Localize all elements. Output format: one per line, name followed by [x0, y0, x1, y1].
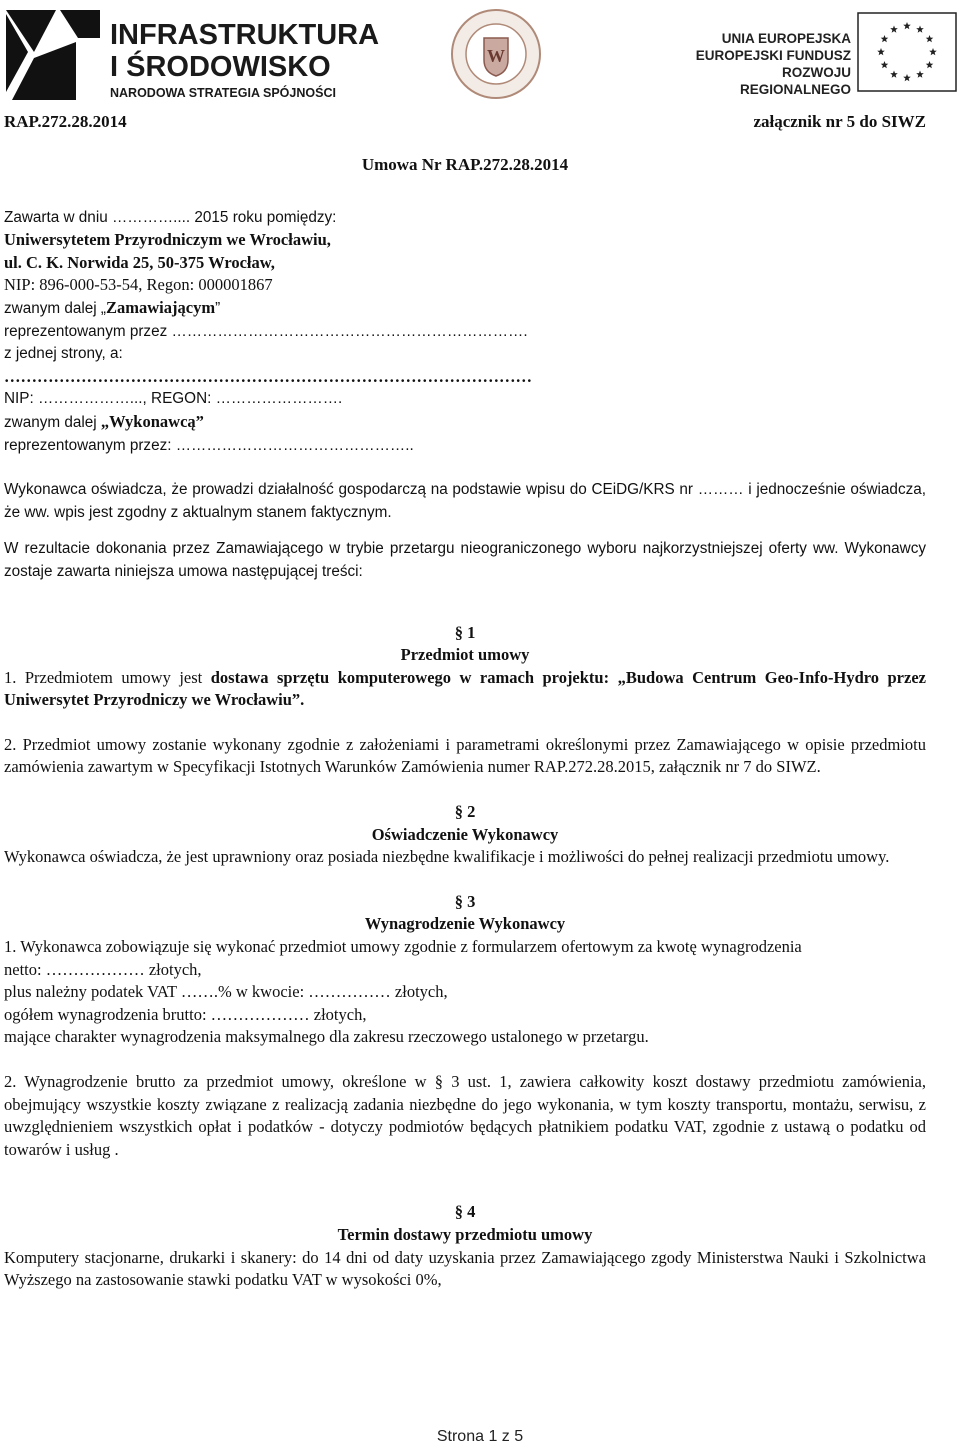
- svg-text:NARODOWA STRATEGIA SPÓJNOŚCI: NARODOWA STRATEGIA SPÓJNOŚCI: [110, 86, 336, 100]
- university-nip: NIP: 896-000-53-54, Regon: 000001867: [4, 275, 273, 295]
- brutto-line: ogółem wynagrodzenia brutto: ……………… złotych,: [4, 1004, 367, 1024]
- eu-fund-text: UNIA EUROPEJSKA EUROPEJSKI FUNDUSZ ROZWOJU REGIONALNEGO: [695, 31, 851, 97]
- reference-row: [4, 112, 926, 134]
- section-3-title: Wynagrodzenie Wykonawcy: [364, 914, 566, 934]
- tender-result-statement: W rezultacie dokonania przez Zamawiającego w trybie przetargu nieograniczonego wyboru najkorzystniejszej oferty ww. Wykonawcy zostaje zawarta niniejsza umowa następującej treści:: [4, 540, 926, 580]
- contract-title: Umowa Nr RAP.272.28.2014: [361, 155, 569, 174]
- svg-text:W: W: [487, 46, 505, 66]
- svg-text:INFRASTRUKTURA: INFRASTRUKTURA: [110, 19, 380, 51]
- contractor-representative-line: reprezentowanym przez: ………………………………………..: [4, 436, 414, 454]
- contractor-nip-line: NIP: ………………..., REGON: …………………….: [4, 390, 343, 408]
- netto-line: netto: ……………… złotych,: [4, 959, 202, 979]
- ceidg-statement: Wykonawca oświadcza, że prowadzi działalność gospodarczą na podstawie wpisu do CEiDG/KRS nr ……… i jednocześnie oświadcza, że ww. wpis jest zgodny z aktualnym stanem faktycznym.: [4, 481, 926, 521]
- university-address: ul. C. K. Norwida 25, 50-375 Wrocław,: [4, 252, 275, 272]
- section-4-number: § 4: [454, 1202, 476, 1222]
- section-1-paragraph-1: 1. Przedmiotem umowy jest dostawa sprzętu komputerowego w ramach projektu: „Budowa Centrum Geo-Info-Hydro przez Uniwersytet Przyrodniczy we Wrocławiu”.: [4, 667, 926, 710]
- section-4-title: Termin dostawy przedmiotu umowy: [337, 1224, 593, 1244]
- contract-document: [4, 112, 926, 1292]
- section-3-paragraph-2: 2. Wynagrodzenie brutto za przedmiot umowy, określone w § 3 ust. 1, zawiera całkowity koszt dostawy przedmiotu zamówienia, obejmujący wszystkie koszty związane z realizacją zadania niezbędne do jego wykonania, w tym koszty transportu, montażu, serwisu, z uwzględnieniem wszystkich opłat i podatków - dotyczy podmiotów będących płatnikiem podatku VAT, zgodnie z ustawą o podatku od towarów i usług .: [4, 1072, 926, 1159]
- contractor-name-placeholder: ……………………………………………………………………………………: [4, 366, 532, 386]
- university-seal: [450, 8, 542, 100]
- client-alias-line: zwanym dalej „Zamawiającym”: [4, 297, 221, 317]
- page-footer: [0, 1428, 960, 1446]
- attachment-label: załącznik nr 5 do SIWZ: [753, 112, 926, 131]
- contract-date-line: Zawarta w dniu ………….... 2015 roku pomiędzy:: [4, 208, 337, 226]
- section-3-paragraph-1: 1. Wykonawca zobowiązuje się wykonać przedmiot umowy zgodnie z formularzem ofertowym za kwotę wynagrodzenia: [4, 937, 802, 957]
- page-number: Strona 1 z 5: [436, 1428, 524, 1445]
- page-header: [0, 0, 960, 110]
- section-1-paragraph-2: 2. Przedmiot umowy zostanie wykonany zgodnie z założeniami i parametrami określonymi przez Zamawiającego w opisie przedmiotu zamówienia zawartym w Specyfikacji Istotnych Warunków Zamówienia numer RAP.272.28.2015, załącznik nr 7 do SIWZ.: [4, 734, 926, 777]
- client-representative-line: reprezentowanym przez …………………………………………………………….: [4, 322, 528, 340]
- section-1-title: Przedmiot umowy: [400, 645, 530, 665]
- university-name: Uniwersytetem Przyrodniczym we Wrocławiu,: [4, 230, 331, 250]
- eu-flag-icon: [857, 12, 957, 92]
- section-4-paragraph: Komputery stacjonarne, drukarki i skanery: do 14 dni od daty uzyskania przez Zamawiającego zgody Ministerstwa Nauki i Szkolnictwa Wyższego na zastosowanie stawki podatku VAT w wysokości 0%,: [4, 1247, 926, 1290]
- infrastruktura-logo: [4, 4, 394, 104]
- section-3-number: § 3: [454, 891, 476, 911]
- vat-line: plus należny podatek VAT …….% w kwocie: …………… złotych,: [4, 982, 448, 1002]
- contractor-alias-line: zwanym dalej „Wykonawcą”: [4, 411, 204, 431]
- reference-number: RAP.272.28.2014: [4, 112, 127, 131]
- first-party-line: z jednej strony, a:: [4, 345, 123, 363]
- section-1-number: § 1: [454, 622, 476, 642]
- svg-text:I ŚRODOWISKO: I ŚRODOWISKO: [110, 51, 331, 83]
- section-2-paragraph: Wykonawca oświadcza, że jest uprawniony oraz posiada niezbędne kwalifikacje i możliwości do pełnej realizacji przedmiotu umowy.: [4, 847, 890, 867]
- section-2-title: Oświadczenie Wykonawcy: [371, 824, 559, 844]
- section-2-number: § 2: [454, 802, 476, 822]
- parties-block: [4, 207, 926, 458]
- section-3-paragraph-1-end: mające charakter wynagrodzenia maksymalnego dla zakresu rzeczowego ustalonego w przetargu.: [4, 1027, 649, 1047]
